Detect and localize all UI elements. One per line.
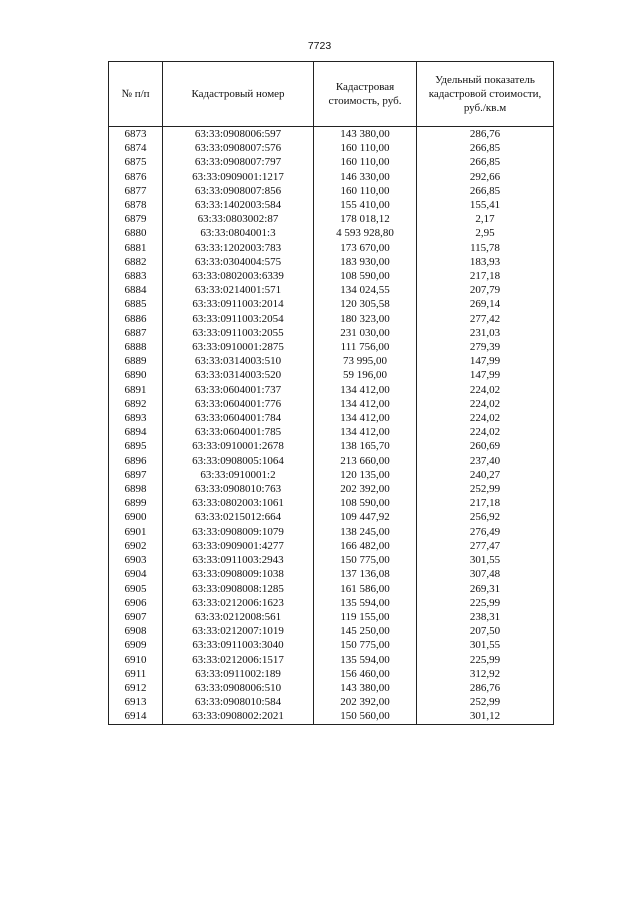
cell-cadastral-value: 135 594,00 [314, 653, 417, 667]
cell-cadastral-number: 63:33:0604001:737 [163, 383, 314, 397]
table-row [109, 567, 554, 581]
cell-specific-value: 224,02 [417, 411, 554, 425]
cell-cadastral-number: 63:33:0604001:776 [163, 397, 314, 411]
cell-row-number: 6896 [109, 454, 163, 468]
cell-specific-value: 183,93 [417, 255, 554, 269]
table-header [109, 62, 554, 127]
cell-cadastral-number: 63:33:0911003:3040 [163, 638, 314, 652]
table-row [109, 653, 554, 667]
cell-row-number: 6883 [109, 269, 163, 283]
cell-specific-value: 276,49 [417, 525, 554, 539]
cell-specific-value: 301,12 [417, 709, 554, 724]
cell-cadastral-value: 161 586,00 [314, 582, 417, 596]
cell-cadastral-number: 63:33:1402003:584 [163, 198, 314, 212]
cell-cadastral-value: 156 460,00 [314, 667, 417, 681]
cell-cadastral-number: 63:33:0804001:3 [163, 226, 314, 240]
cell-row-number: 6897 [109, 468, 163, 482]
cell-specific-value: 286,76 [417, 681, 554, 695]
cell-row-number: 6873 [109, 127, 163, 142]
table-row [109, 368, 554, 382]
table-row [109, 709, 554, 724]
cell-specific-value: 224,02 [417, 425, 554, 439]
cell-specific-value: 224,02 [417, 397, 554, 411]
cell-cadastral-value: 160 110,00 [314, 184, 417, 198]
cell-specific-value: 231,03 [417, 326, 554, 340]
cell-specific-value: 312,92 [417, 667, 554, 681]
cell-row-number: 6906 [109, 596, 163, 610]
cell-row-number: 6877 [109, 184, 163, 198]
cell-cadastral-number: 63:33:0802003:6339 [163, 269, 314, 283]
table-row [109, 155, 554, 169]
cell-row-number: 6902 [109, 539, 163, 553]
cell-cadastral-value: 120 305,58 [314, 297, 417, 311]
cell-row-number: 6891 [109, 383, 163, 397]
cell-cadastral-value: 173 670,00 [314, 241, 417, 255]
cell-cadastral-number: 63:33:0908009:1079 [163, 525, 314, 539]
cell-row-number: 6894 [109, 425, 163, 439]
cell-row-number: 6913 [109, 695, 163, 709]
cell-specific-value: 301,55 [417, 553, 554, 567]
cell-row-number: 6901 [109, 525, 163, 539]
cell-row-number: 6908 [109, 624, 163, 638]
table-row [109, 269, 554, 283]
table-row [109, 539, 554, 553]
cell-cadastral-number: 63:33:0911003:2943 [163, 553, 314, 567]
cell-cadastral-value: 135 594,00 [314, 596, 417, 610]
cell-row-number: 6887 [109, 326, 163, 340]
cell-cadastral-value: 160 110,00 [314, 141, 417, 155]
table-row [109, 596, 554, 610]
cell-row-number: 6898 [109, 482, 163, 496]
cell-row-number: 6884 [109, 283, 163, 297]
table-row [109, 383, 554, 397]
table-row [109, 255, 554, 269]
table-row [109, 695, 554, 709]
cell-row-number: 6888 [109, 340, 163, 354]
table-row [109, 610, 554, 624]
cell-cadastral-value: 160 110,00 [314, 155, 417, 169]
cell-specific-value: 266,85 [417, 184, 554, 198]
cell-cadastral-value: 119 155,00 [314, 610, 417, 624]
table-row [109, 582, 554, 596]
cell-cadastral-value: 134 024,55 [314, 283, 417, 297]
table-row [109, 510, 554, 524]
cell-cadastral-number: 63:33:0908007:797 [163, 155, 314, 169]
cell-cadastral-value: 137 136,08 [314, 567, 417, 581]
cell-specific-value: 307,48 [417, 567, 554, 581]
cell-row-number: 6885 [109, 297, 163, 311]
cell-specific-value: 269,14 [417, 297, 554, 311]
cell-cadastral-value: 231 030,00 [314, 326, 417, 340]
cell-row-number: 6910 [109, 653, 163, 667]
cell-cadastral-number: 63:33:0910001:2 [163, 468, 314, 482]
cell-cadastral-value: 166 482,00 [314, 539, 417, 553]
cell-cadastral-value: 143 380,00 [314, 127, 417, 142]
cell-row-number: 6904 [109, 567, 163, 581]
cell-row-number: 6905 [109, 582, 163, 596]
cell-row-number: 6875 [109, 155, 163, 169]
table-row [109, 482, 554, 496]
table-row [109, 397, 554, 411]
cell-specific-value: 217,18 [417, 269, 554, 283]
cell-cadastral-number: 63:33:0304004:575 [163, 255, 314, 269]
cell-cadastral-value: 73 995,00 [314, 354, 417, 368]
cell-cadastral-number: 63:33:0214001:571 [163, 283, 314, 297]
cell-specific-value: 217,18 [417, 496, 554, 510]
cell-cadastral-number: 63:33:0908009:1038 [163, 567, 314, 581]
cell-cadastral-number: 63:33:1202003:783 [163, 241, 314, 255]
cell-cadastral-number: 63:33:0908006:510 [163, 681, 314, 695]
header-cadastral-number: Кадастровый номер [163, 62, 314, 127]
cell-cadastral-value: 4 593 928,80 [314, 226, 417, 240]
cell-specific-value: 147,99 [417, 354, 554, 368]
cell-specific-value: 240,27 [417, 468, 554, 482]
table-row [109, 212, 554, 226]
table-row [109, 141, 554, 155]
cell-row-number: 6893 [109, 411, 163, 425]
cell-cadastral-number: 63:33:0908006:597 [163, 127, 314, 142]
cell-cadastral-value: 120 135,00 [314, 468, 417, 482]
cell-row-number: 6895 [109, 439, 163, 453]
cell-row-number: 6899 [109, 496, 163, 510]
cell-cadastral-value: 109 447,92 [314, 510, 417, 524]
cell-cadastral-number: 63:33:0911002:189 [163, 667, 314, 681]
cell-cadastral-value: 108 590,00 [314, 496, 417, 510]
cell-row-number: 6886 [109, 312, 163, 326]
cell-cadastral-number: 63:33:0908010:584 [163, 695, 314, 709]
cell-specific-value: 115,78 [417, 241, 554, 255]
cell-row-number: 6907 [109, 610, 163, 624]
table-body [109, 127, 554, 725]
table-row [109, 326, 554, 340]
cell-specific-value: 277,42 [417, 312, 554, 326]
cell-cadastral-value: 134 412,00 [314, 411, 417, 425]
table-row [109, 411, 554, 425]
cell-specific-value: 286,76 [417, 127, 554, 142]
cell-specific-value: 155,41 [417, 198, 554, 212]
cell-cadastral-number: 63:33:0910001:2678 [163, 439, 314, 453]
cell-cadastral-number: 63:33:0604001:784 [163, 411, 314, 425]
cell-cadastral-value: 180 323,00 [314, 312, 417, 326]
cell-cadastral-number: 63:33:0212008:561 [163, 610, 314, 624]
cell-cadastral-number: 63:33:0911003:2054 [163, 312, 314, 326]
cell-specific-value: 2,17 [417, 212, 554, 226]
cell-cadastral-value: 134 412,00 [314, 383, 417, 397]
cell-cadastral-value: 134 412,00 [314, 397, 417, 411]
table-row [109, 454, 554, 468]
cell-cadastral-value: 202 392,00 [314, 482, 417, 496]
table-row [109, 198, 554, 212]
cell-cadastral-value: 134 412,00 [314, 425, 417, 439]
table-row [109, 170, 554, 184]
cell-cadastral-number: 63:33:0908002:2021 [163, 709, 314, 724]
table-row [109, 496, 554, 510]
cell-cadastral-value: 213 660,00 [314, 454, 417, 468]
cell-specific-value: 252,99 [417, 482, 554, 496]
cell-cadastral-number: 63:33:0803002:87 [163, 212, 314, 226]
cell-cadastral-value: 202 392,00 [314, 695, 417, 709]
cell-cadastral-number: 63:33:0604001:785 [163, 425, 314, 439]
cell-cadastral-number: 63:33:0908005:1064 [163, 454, 314, 468]
table-row [109, 553, 554, 567]
cell-row-number: 6892 [109, 397, 163, 411]
page-number: 7723 [307, 40, 332, 52]
header-row-number: № п/п [109, 62, 163, 127]
table-row [109, 667, 554, 681]
cell-row-number: 6912 [109, 681, 163, 695]
cell-specific-value: 147,99 [417, 368, 554, 382]
cell-cadastral-number: 63:33:0314003:520 [163, 368, 314, 382]
cell-specific-value: 277,47 [417, 539, 554, 553]
cell-cadastral-value: 150 775,00 [314, 638, 417, 652]
table-row [109, 283, 554, 297]
cell-row-number: 6881 [109, 241, 163, 255]
cell-specific-value: 225,99 [417, 596, 554, 610]
table-row [109, 340, 554, 354]
cell-row-number: 6882 [109, 255, 163, 269]
cell-row-number: 6909 [109, 638, 163, 652]
cell-cadastral-value: 143 380,00 [314, 681, 417, 695]
cell-specific-value: 292,66 [417, 170, 554, 184]
cadastral-value-table [108, 61, 554, 725]
cell-row-number: 6903 [109, 553, 163, 567]
cell-cadastral-number: 63:33:0215012:664 [163, 510, 314, 524]
cell-cadastral-number: 63:33:0802003:1061 [163, 496, 314, 510]
cell-cadastral-value: 183 930,00 [314, 255, 417, 269]
table-row [109, 184, 554, 198]
cell-cadastral-number: 63:33:0908008:1285 [163, 582, 314, 596]
cell-row-number: 6878 [109, 198, 163, 212]
cell-cadastral-value: 155 410,00 [314, 198, 417, 212]
cell-cadastral-value: 138 165,70 [314, 439, 417, 453]
cell-cadastral-number: 63:33:0212006:1623 [163, 596, 314, 610]
cell-specific-value: 301,55 [417, 638, 554, 652]
cell-row-number: 6876 [109, 170, 163, 184]
cell-cadastral-number: 63:33:0911003:2014 [163, 297, 314, 311]
cell-cadastral-number: 63:33:0911003:2055 [163, 326, 314, 340]
cell-specific-value: 2,95 [417, 226, 554, 240]
cell-specific-value: 225,99 [417, 653, 554, 667]
table-row [109, 241, 554, 255]
table-row [109, 354, 554, 368]
table-row [109, 425, 554, 439]
cell-specific-value: 237,40 [417, 454, 554, 468]
table-row [109, 297, 554, 311]
cell-row-number: 6900 [109, 510, 163, 524]
cell-row-number: 6889 [109, 354, 163, 368]
cell-row-number: 6911 [109, 667, 163, 681]
cell-row-number: 6880 [109, 226, 163, 240]
cell-specific-value: 256,92 [417, 510, 554, 524]
cell-cadastral-number: 63:33:0314003:510 [163, 354, 314, 368]
cell-specific-value: 279,39 [417, 340, 554, 354]
table-row [109, 681, 554, 695]
cell-specific-value: 224,02 [417, 383, 554, 397]
table-row [109, 624, 554, 638]
header-specific-value: Удельный показатель кадастровой стоимости, руб./кв.м [417, 62, 554, 127]
table-row [109, 439, 554, 453]
table-row [109, 127, 554, 142]
cell-cadastral-number: 63:33:0909001:4277 [163, 539, 314, 553]
cell-cadastral-number: 63:33:0212007:1019 [163, 624, 314, 638]
cell-cadastral-number: 63:33:0212006:1517 [163, 653, 314, 667]
table-row [109, 312, 554, 326]
cell-cadastral-number: 63:33:0908007:856 [163, 184, 314, 198]
cell-row-number: 6914 [109, 709, 163, 724]
table-row [109, 468, 554, 482]
cell-specific-value: 207,79 [417, 283, 554, 297]
cell-cadastral-value: 150 560,00 [314, 709, 417, 724]
table-row [109, 638, 554, 652]
cell-specific-value: 207,50 [417, 624, 554, 638]
cell-specific-value: 260,69 [417, 439, 554, 453]
cell-cadastral-value: 146 330,00 [314, 170, 417, 184]
cell-specific-value: 252,99 [417, 695, 554, 709]
cell-specific-value: 269,31 [417, 582, 554, 596]
cell-cadastral-value: 150 775,00 [314, 553, 417, 567]
table-row [109, 226, 554, 240]
cell-cadastral-value: 145 250,00 [314, 624, 417, 638]
cell-cadastral-value: 111 756,00 [314, 340, 417, 354]
cell-specific-value: 266,85 [417, 155, 554, 169]
cell-specific-value: 238,31 [417, 610, 554, 624]
header-cadastral-value: Кадастровая стоимость, руб. [314, 62, 417, 127]
cell-row-number: 6890 [109, 368, 163, 382]
cell-row-number: 6879 [109, 212, 163, 226]
cell-cadastral-value: 178 018,12 [314, 212, 417, 226]
cell-specific-value: 266,85 [417, 141, 554, 155]
cell-row-number: 6874 [109, 141, 163, 155]
cell-cadastral-number: 63:33:0908007:576 [163, 141, 314, 155]
cell-cadastral-number: 63:33:0909001:1217 [163, 170, 314, 184]
cell-cadastral-value: 108 590,00 [314, 269, 417, 283]
cell-cadastral-value: 59 196,00 [314, 368, 417, 382]
cell-cadastral-number: 63:33:0908010:763 [163, 482, 314, 496]
cell-cadastral-number: 63:33:0910001:2875 [163, 340, 314, 354]
cell-cadastral-value: 138 245,00 [314, 525, 417, 539]
table-row [109, 525, 554, 539]
header-row [109, 62, 554, 127]
